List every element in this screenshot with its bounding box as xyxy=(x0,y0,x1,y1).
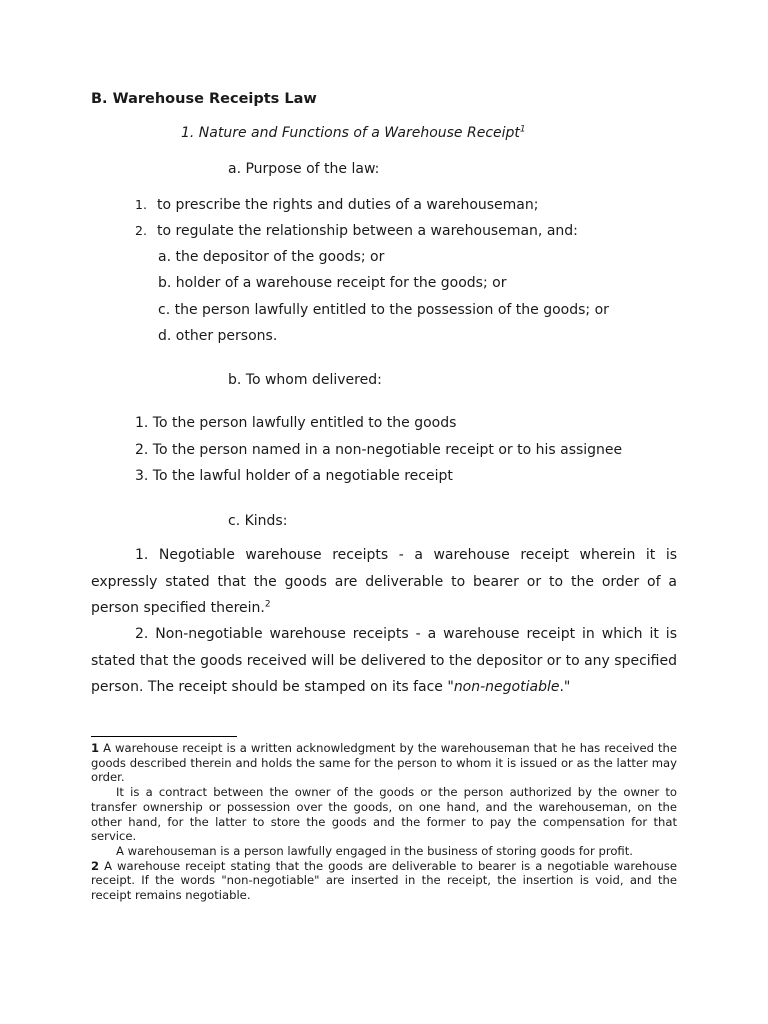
purpose-item-1 xyxy=(135,196,538,214)
footnote-ref-2: 2 xyxy=(264,599,271,610)
delivered-item-1: 1. To the person lawfully entitled to the goods xyxy=(135,415,457,431)
purpose-item-1-text: to prescribe the rights and duties of a warehouseman; xyxy=(157,197,539,213)
kinds-paragraph-1 xyxy=(91,542,677,622)
purpose-label: a. Purpose of the law: xyxy=(228,161,380,177)
purpose-subitem-b: b. holder of a warehouse receipt for the goods; or xyxy=(158,275,507,291)
purpose-subitem-a: a. the depositor of the goods; or xyxy=(158,249,385,265)
footnote-1-para-a xyxy=(91,741,677,785)
footnote-ref-1: 1 xyxy=(519,124,526,135)
purpose-item-2 xyxy=(135,222,578,240)
footnote-1-mark: 1 xyxy=(91,741,100,755)
purpose-item-2-num: 2. xyxy=(135,223,147,238)
footnote-2-text: A warehouse receipt stating that the goods are deliverable to bearer is a negotiable warehouse receipt. If the words "non-negotiable" are inserted in the receipt, the insertion is void, and the receipt remains negotiable. xyxy=(91,858,677,903)
purpose-item-1-num: 1. xyxy=(135,197,147,212)
footnote-1-para-c xyxy=(91,844,677,859)
footnote-2 xyxy=(91,859,677,903)
purpose-item-2-text: to regulate the relationship between a warehouseman, and: xyxy=(157,223,578,239)
footnote-1 xyxy=(91,741,677,903)
delivered-label: b. To whom delivered: xyxy=(228,372,382,388)
kinds-paragraph-2-end: ." xyxy=(559,679,571,695)
footnote-1-text-a: A warehouse receipt is a written acknowledgment by the warehouseman that he has received the goods described therein and holds the same for the person to whom it is issued or as the latter may order. xyxy=(91,741,677,785)
footnote-1-text-b: It is a contract between the owner of the goods or the person authorized by the owner to transfer ownership or possession over the goods, on one hand, and the warehouseman, on the other hand, for the latter to store the goods and the former to pay the compensation for that service. xyxy=(91,785,677,844)
kinds-paragraph-2-text: 2. Non-negotiable warehouse receipts - a warehouse receipt in which it is stated that the goods received will be delivered to the depositor or to any specified person. The receipt should be stamped on its face " xyxy=(91,626,677,695)
footnote-1-para-b xyxy=(91,785,677,844)
kinds-label: c. Kinds: xyxy=(228,513,288,529)
delivered-item-2: 2. To the person named in a non-negotiable receipt or to his assignee xyxy=(135,442,623,458)
subheading xyxy=(181,124,526,142)
subheading-text: 1. Nature and Functions of a Warehouse Receipt xyxy=(181,125,520,141)
footnote-2-mark: 2 xyxy=(91,858,100,873)
delivered-item-3: 3. To the lawful holder of a negotiable receipt xyxy=(135,468,453,484)
purpose-subitem-c: c. the person lawfully entitled to the possession of the goods; or xyxy=(158,302,609,318)
footnote-1-text-c: A warehouseman is a person lawfully engaged in the business of storing goods for profit. xyxy=(116,843,633,858)
kinds-paragraph-2 xyxy=(91,621,677,701)
footnote-divider xyxy=(91,736,237,737)
purpose-subitem-d: d. other persons. xyxy=(158,328,278,344)
section-heading: B. Warehouse Receipts Law xyxy=(91,91,317,107)
kinds-paragraph-1-text: 1. Negotiable warehouse receipts - a warehouse receipt wherein it is expressly stated that the goods are deliverable to bearer or to the order of a person specified therein. xyxy=(91,547,677,616)
kinds-paragraph-2-italic: non-negotiable xyxy=(453,679,560,695)
